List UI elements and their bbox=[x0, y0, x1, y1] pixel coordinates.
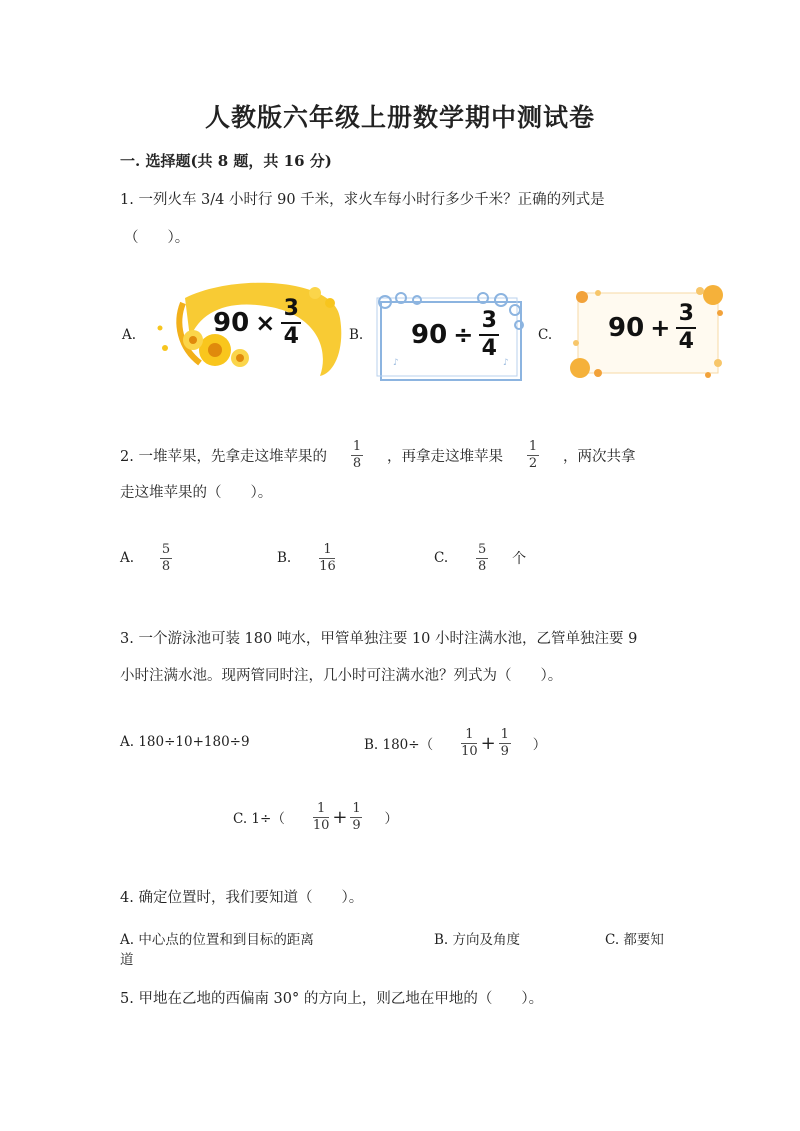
q2-text-line2: 走这堆苹果的（ ）。 bbox=[120, 485, 273, 501]
fraction-1-over-9 bbox=[499, 728, 511, 758]
fraction-denominator: 4 bbox=[283, 324, 299, 349]
option-fraction bbox=[319, 543, 336, 573]
fraction-numerator: 3 bbox=[283, 296, 299, 321]
fraction-denominator: 9 bbox=[352, 817, 361, 833]
q1-option-c-card bbox=[568, 283, 728, 383]
option-fraction bbox=[476, 543, 488, 573]
fraction-numerator: 5 bbox=[161, 542, 171, 557]
q2-option-b bbox=[277, 543, 336, 573]
section-heading: 一. 选择题(共 8 题，共 16 分) bbox=[120, 152, 332, 170]
q1-option-b-expression bbox=[411, 310, 499, 360]
expr-number: 90 bbox=[213, 308, 250, 338]
option-prefix: B. 180÷（ bbox=[364, 737, 434, 754]
fraction-numerator: 3 bbox=[481, 308, 497, 333]
q2-text-part2: ，再拿走这堆苹果 bbox=[386, 448, 503, 465]
q1-option-b-card bbox=[373, 290, 528, 385]
q4-option-c: C. 都要知 bbox=[605, 932, 664, 948]
fraction-numerator: 1 bbox=[316, 801, 326, 816]
fraction-1-over-9 bbox=[350, 802, 362, 832]
option-label: B. bbox=[277, 550, 292, 567]
fraction-denominator: 2 bbox=[528, 455, 538, 471]
expr-fraction bbox=[676, 303, 696, 353]
q2-option-c bbox=[434, 543, 526, 573]
expr-number: 90 bbox=[608, 313, 645, 343]
expr-operator: ÷ bbox=[453, 321, 474, 349]
q2-text bbox=[120, 440, 635, 470]
fraction-numerator: 1 bbox=[528, 439, 538, 454]
fraction-denominator: 8 bbox=[478, 558, 487, 574]
fraction-numerator: 1 bbox=[352, 439, 362, 454]
q4-option-a: A. 中心点的位置和到目标的距离 bbox=[120, 932, 314, 948]
option-suffix: 个 bbox=[512, 551, 527, 568]
fraction-numerator: 1 bbox=[465, 727, 474, 742]
fraction-1-over-10 bbox=[313, 802, 330, 832]
q3-text: 3. 一个游泳池可装 180 吨水，甲管单独注要 10 小时注满水池，乙管单独注要 9 bbox=[120, 631, 638, 647]
q3-text-line2: 小时注满水池。现两管同时注，几小时可注满水池？列式为（ ）。 bbox=[120, 668, 563, 684]
q2-text-part1: 2. 一堆苹果，先拿走这堆苹果的 bbox=[120, 448, 327, 465]
q1-option-a-label: A. bbox=[122, 327, 137, 343]
option-label: C. bbox=[434, 550, 449, 567]
option-prefix: C. 1÷（ bbox=[233, 811, 285, 828]
expr-fraction bbox=[281, 298, 301, 348]
svg-text:♪: ♪ bbox=[393, 358, 399, 368]
q2-option-a bbox=[120, 543, 172, 573]
fraction-denominator: 8 bbox=[161, 558, 171, 574]
q1-blank: （ ）。 bbox=[124, 230, 190, 246]
fraction-denominator: 8 bbox=[352, 455, 362, 471]
fraction-numerator: 1 bbox=[500, 727, 509, 742]
option-suffix: ） bbox=[384, 811, 398, 828]
q4-option-c-wrap: 道 bbox=[120, 952, 134, 968]
q2-fraction-1 bbox=[351, 440, 363, 470]
q4-text: 4. 确定位置时，我们要知道（ ）。 bbox=[120, 890, 364, 906]
option-label: A. bbox=[120, 550, 135, 567]
option-suffix: ） bbox=[532, 737, 547, 754]
fraction-denominator: 9 bbox=[500, 743, 509, 759]
expr-operator: + bbox=[650, 314, 671, 342]
q1-option-c-label: C. bbox=[538, 327, 553, 343]
fraction-denominator: 4 bbox=[678, 329, 694, 354]
fraction-denominator: 10 bbox=[312, 817, 330, 833]
q1-option-a-expression bbox=[213, 298, 301, 348]
svg-text:♪: ♪ bbox=[503, 358, 509, 368]
plus-sign: + bbox=[480, 732, 496, 754]
q4-option-b: B. 方向及角度 bbox=[434, 932, 521, 948]
fraction-1-over-10 bbox=[461, 728, 478, 758]
q3-option-b bbox=[364, 728, 546, 758]
q3-option-c bbox=[233, 802, 398, 832]
fraction-numerator: 5 bbox=[478, 542, 487, 557]
q1-option-a-card bbox=[145, 278, 345, 378]
option-fraction bbox=[160, 543, 172, 573]
fraction-numerator: 1 bbox=[352, 801, 361, 816]
fraction-denominator: 10 bbox=[461, 743, 478, 759]
page-title: 人教版六年级上册数学期中测试卷 bbox=[204, 103, 595, 132]
expr-fraction bbox=[479, 310, 499, 360]
q2-fraction-2 bbox=[527, 440, 539, 470]
fraction-denominator: 4 bbox=[481, 336, 497, 361]
expr-number: 90 bbox=[411, 320, 448, 350]
q2-text-part3: ，两次共拿 bbox=[562, 448, 636, 465]
fraction-numerator: 3 bbox=[678, 301, 694, 326]
q1-option-c-expression bbox=[608, 303, 696, 353]
plus-sign: + bbox=[332, 806, 348, 828]
expr-operator: × bbox=[255, 309, 276, 337]
q1-text: 1. 一列火车 3/4 小时行 90 千米，求火车每小时行多少千米？正确的列式是 bbox=[120, 192, 605, 208]
q1-option-b-label: B. bbox=[349, 327, 364, 343]
q5-text: 5. 甲地在乙地的西偏南 30° 的方向上，则乙地在甲地的（ ）。 bbox=[120, 991, 544, 1007]
fraction-denominator: 16 bbox=[319, 558, 336, 574]
fraction-numerator: 1 bbox=[323, 542, 332, 557]
q3-option-a: A. 180÷10+180÷9 bbox=[120, 734, 250, 750]
